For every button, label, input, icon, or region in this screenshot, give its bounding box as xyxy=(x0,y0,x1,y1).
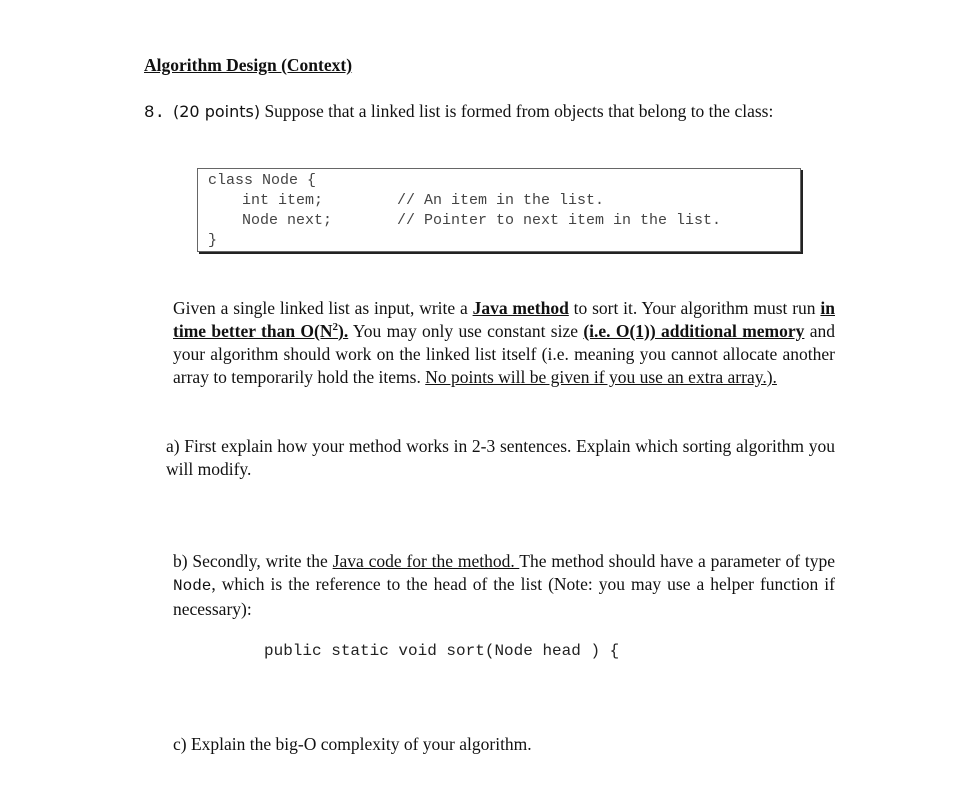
task-text-2: to sort it. Your algorithm must run xyxy=(568,298,821,318)
part-c: c) Explain the big-O complexity of your algorithm. xyxy=(173,734,532,754)
task-java-method: Java method xyxy=(472,298,569,318)
code-line-3: Node next; xyxy=(242,212,333,229)
code-comment-2: // An item in the list. xyxy=(397,192,605,209)
part-b-java-code: Java code for the method. xyxy=(332,551,520,571)
part-b-text-1: b) Secondly, write the xyxy=(173,551,333,571)
code-comment-3: // Pointer to next item in the list. xyxy=(397,212,722,229)
question-intro-text: Suppose that a linked list is formed from objects that belong to the class: xyxy=(264,101,774,121)
part-b-text-2: The method should have a parameter of type xyxy=(519,551,835,571)
task-paragraph xyxy=(173,297,835,389)
question-intro xyxy=(173,100,835,123)
part-a: a) First explain how your method works in 2-3 sentences. Explain which sorting algorithm you will modify. xyxy=(166,436,835,479)
code-line-1: class Node { xyxy=(208,172,317,189)
part-b xyxy=(173,550,835,621)
task-text-1: Given a single linked list as input, write a xyxy=(173,298,473,318)
task-text-3: You may only use constant size xyxy=(348,321,584,341)
part-b-text-3: , which is the reference to the head of the list (Note: you may use a helper function if necessary): xyxy=(173,574,835,619)
task-no-points-warning: No points will be given if you use an extra array.). xyxy=(425,367,777,387)
section-heading: Algorithm Design (Context) xyxy=(144,55,353,75)
node-class-code-box xyxy=(197,168,801,252)
question-number-label: 8. xyxy=(144,103,166,123)
code-line-2: int item; xyxy=(242,192,324,209)
task-time-requirement: in time better than $O(N^2)$. xyxy=(173,298,835,341)
question-number xyxy=(144,100,165,125)
part-b-node-type: Node xyxy=(173,577,212,595)
method-signature: public static void sort(Node head ) { xyxy=(264,642,620,660)
question-points: (20 points) xyxy=(173,102,261,121)
task-memory-requirement: (i.e. O(1)) additional memory xyxy=(583,321,805,341)
code-line-4: } xyxy=(208,232,218,249)
task-text-4: and your algorithm should work on the linked list itself (i.e. meaning you cannot allocate another array to temporarily hold the items. xyxy=(173,321,835,387)
